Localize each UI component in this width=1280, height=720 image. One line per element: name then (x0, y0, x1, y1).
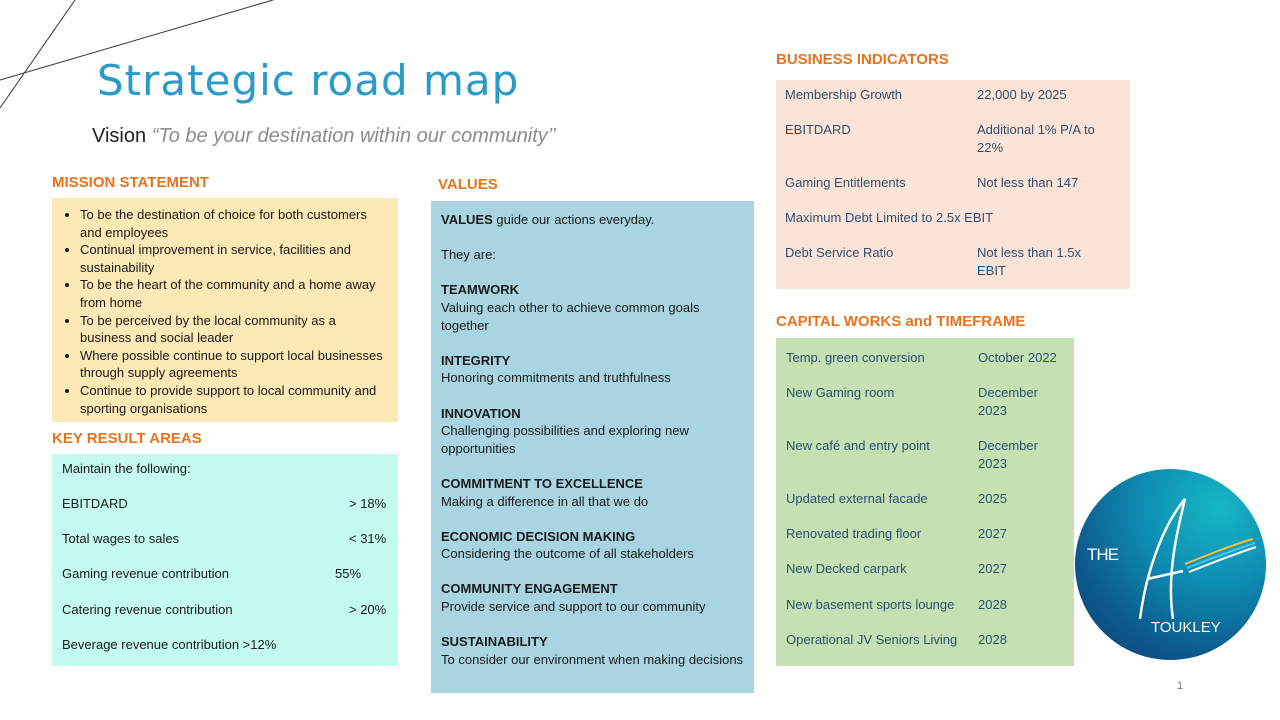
kra-label: Catering revenue contribution (62, 602, 233, 617)
indicator-value: 22,000 by 2025 (977, 87, 1067, 102)
works-timeframe: December 2023 (978, 385, 1038, 418)
works-timeframe: October 2022 (978, 350, 1057, 365)
value-title: TEAMWORK (441, 282, 519, 298)
works-timeframe: 2028 (978, 632, 1007, 647)
value-title: ECONOMIC DECISION MAKING (441, 528, 636, 544)
indicator-label: EBITDARD (785, 122, 851, 137)
works-timeframe: 2027 (978, 526, 1007, 541)
kra-intro: Maintain the following: (62, 461, 191, 476)
works-label: Renovated trading floor (786, 526, 922, 541)
kra-value: < 31% (349, 531, 387, 546)
value-item (441, 281, 744, 334)
values-they-are: They are: (441, 247, 496, 263)
value-item (441, 580, 744, 615)
kra-label: EBITDARD (62, 496, 128, 511)
kra-heading: KEY RESULT AREAS (52, 430, 202, 447)
value-title: INNOVATION (441, 405, 521, 421)
business-indicators-box (776, 80, 1130, 289)
club-logo (1075, 469, 1266, 660)
value-text: To consider our environment when making decisions (441, 651, 744, 667)
capital-works-box (776, 338, 1074, 666)
kra-label: Gaming revenue contribution (62, 566, 229, 581)
value-title: SUSTAINABILITY (441, 634, 548, 650)
works-label: New Gaming room (786, 385, 895, 400)
values-intro (441, 211, 744, 229)
value-title: COMMUNITY ENGAGEMENT (441, 581, 618, 597)
value-title: INTEGRITY (441, 352, 511, 368)
indicator-value: Not less than 1.5x EBIT (977, 245, 1082, 278)
vision-quote: “To be your destination within our community’’ (151, 125, 556, 147)
mission-box (52, 198, 398, 422)
value-text: Provide service and support to our community (441, 599, 706, 615)
kra-value: > 20% (349, 602, 387, 617)
business-indicators-heading: BUSINESS INDICATORS (776, 51, 949, 68)
value-title: COMMITMENT TO EXCELLENCE (441, 475, 643, 491)
mission-heading: MISSION STATEMENT (52, 174, 209, 191)
value-item (441, 475, 744, 510)
mission-item: • Continue to provide support to local community and sporting organisations (80, 382, 388, 417)
indicator-label: Debt Service Ratio (785, 245, 894, 260)
capital-works-heading: CAPITAL WORKS and TIMEFRAME (776, 313, 1026, 330)
works-timeframe: December 2023 (978, 438, 1038, 471)
page-number: 1 (1177, 680, 1184, 692)
works-label: New café and entry point (786, 438, 930, 453)
mission-item: • Continual improvement in service, facilities and sustainability (80, 241, 388, 276)
values-heading: VALUES (438, 176, 498, 193)
page-title: Strategic road map (97, 56, 520, 105)
vision-label: Vision (92, 125, 147, 147)
value-item (441, 352, 744, 387)
vision-statement (92, 125, 556, 148)
works-label: New Decked carpark (786, 561, 907, 576)
works-label: Operational JV Seniors Living (786, 632, 958, 647)
values-intro-bold: VALUES (441, 212, 493, 227)
indicator-label: Maximum Debt Limited to 2.5x EBIT (785, 210, 994, 225)
kra-label: Total wages to sales (62, 531, 180, 546)
mission-list (52, 198, 398, 417)
value-text: Making a difference in all that we do (441, 493, 649, 509)
mission-item: • Where possible continue to support local businesses through supply agreements (80, 347, 388, 382)
logo-place: TOUKLEY (1151, 619, 1221, 636)
works-label: New basement sports lounge (786, 597, 955, 612)
works-timeframe: 2028 (978, 597, 1007, 612)
value-text: Challenging possibilities and exploring new opportunities (441, 423, 689, 456)
mission-item: • To be the destination of choice for both customers and employees (80, 206, 388, 241)
logo-the: THE (1087, 545, 1118, 564)
works-timeframe: 2027 (978, 561, 1007, 576)
works-timeframe: 2025 (978, 491, 1007, 506)
indicator-label: Gaming Entitlements (785, 175, 906, 190)
value-item (441, 633, 744, 668)
works-label: Temp. green conversion (786, 350, 925, 365)
mission-item: • To be perceived by the local community as a business and social leader (80, 312, 388, 347)
value-item (441, 528, 744, 563)
mission-item: • To be the heart of the community and a home away from home (80, 276, 388, 311)
values-box (431, 201, 754, 693)
kra-label: Beverage revenue contribution >12% (62, 637, 277, 652)
kra-value: 55% (335, 566, 362, 581)
indicator-value: Additional 1% P/A to 22% (977, 122, 1095, 155)
value-text: Considering the outcome of all stakeholders (441, 546, 694, 562)
indicator-value: Not less than 147 (977, 175, 1079, 190)
works-label: Updated external facade (786, 491, 928, 506)
indicator-label: Membership Growth (785, 87, 903, 102)
kra-box (52, 454, 398, 666)
kra-value: > 18% (349, 496, 387, 511)
value-text: Honoring commitments and truthfulness (441, 370, 671, 386)
value-item (441, 405, 744, 458)
values-intro-rest: guide our actions everyday. (492, 212, 655, 227)
value-text: Valuing each other to achieve common goals together (441, 299, 700, 333)
